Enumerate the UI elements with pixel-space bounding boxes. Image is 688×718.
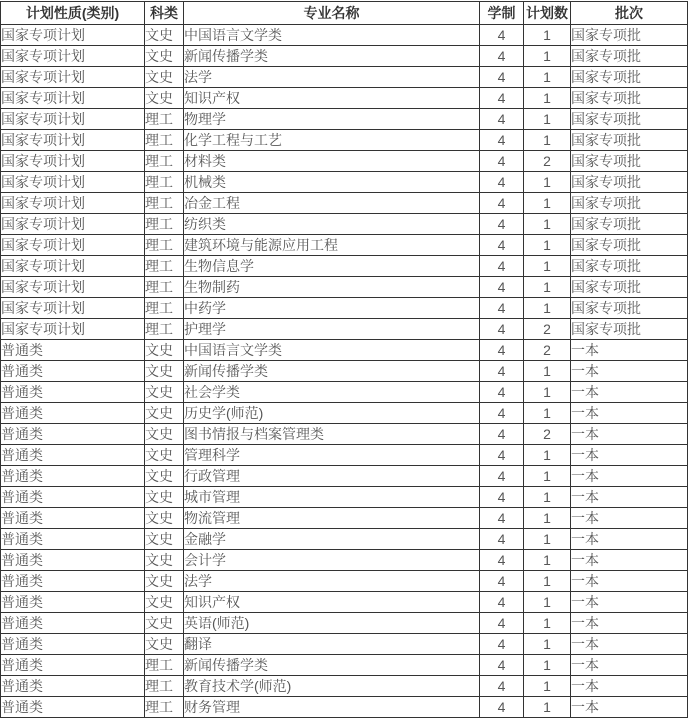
table-row <box>1 256 688 277</box>
cell-plan-type: 普通类 <box>1 361 145 382</box>
cell-plan-type: 普通类 <box>1 340 145 361</box>
cell-subject: 文史 <box>145 382 184 403</box>
cell-batch: 一本 <box>571 655 688 676</box>
cell-years: 4 <box>480 340 524 361</box>
cell-batch: 国家专项批 <box>571 193 688 214</box>
cell-count: 1 <box>524 445 571 466</box>
cell-years: 4 <box>480 88 524 109</box>
cell-years: 4 <box>480 214 524 235</box>
cell-years: 4 <box>480 445 524 466</box>
table-row <box>1 235 688 256</box>
cell-plan-type: 国家专项计划 <box>1 88 145 109</box>
cell-plan-type: 国家专项计划 <box>1 46 145 67</box>
table-row <box>1 445 688 466</box>
cell-subject: 文史 <box>145 529 184 550</box>
cell-batch: 国家专项批 <box>571 46 688 67</box>
cell-years: 4 <box>480 487 524 508</box>
cell-batch: 一本 <box>571 529 688 550</box>
table-row <box>1 550 688 571</box>
table-row <box>1 508 688 529</box>
cell-plan-type: 普通类 <box>1 655 145 676</box>
cell-batch: 一本 <box>571 592 688 613</box>
cell-major: 纺织类 <box>184 214 480 235</box>
cell-batch: 国家专项批 <box>571 151 688 172</box>
table-row <box>1 592 688 613</box>
cell-years: 4 <box>480 634 524 655</box>
table-row <box>1 298 688 319</box>
cell-count: 1 <box>524 130 571 151</box>
cell-plan-type: 普通类 <box>1 697 145 718</box>
cell-subject: 理工 <box>145 676 184 697</box>
cell-count: 1 <box>524 571 571 592</box>
cell-major: 化学工程与工艺 <box>184 130 480 151</box>
cell-subject: 文史 <box>145 508 184 529</box>
table-row <box>1 634 688 655</box>
table-row <box>1 193 688 214</box>
cell-count: 1 <box>524 88 571 109</box>
cell-subject: 理工 <box>145 697 184 718</box>
cell-plan-type: 普通类 <box>1 571 145 592</box>
cell-batch: 国家专项批 <box>571 67 688 88</box>
cell-years: 4 <box>480 67 524 88</box>
cell-years: 4 <box>480 676 524 697</box>
cell-subject: 理工 <box>145 235 184 256</box>
cell-plan-type: 普通类 <box>1 424 145 445</box>
cell-subject: 文史 <box>145 340 184 361</box>
cell-count: 1 <box>524 592 571 613</box>
cell-count: 2 <box>524 424 571 445</box>
cell-subject: 文史 <box>145 571 184 592</box>
cell-major: 建筑环境与能源应用工程 <box>184 235 480 256</box>
table-row <box>1 214 688 235</box>
cell-plan-type: 普通类 <box>1 382 145 403</box>
cell-plan-type: 国家专项计划 <box>1 319 145 340</box>
cell-years: 4 <box>480 298 524 319</box>
cell-batch: 一本 <box>571 676 688 697</box>
cell-major: 英语(师范) <box>184 613 480 634</box>
cell-major: 生物信息学 <box>184 256 480 277</box>
cell-major: 物理学 <box>184 109 480 130</box>
cell-count: 2 <box>524 151 571 172</box>
cell-batch: 一本 <box>571 487 688 508</box>
cell-count: 2 <box>524 340 571 361</box>
cell-batch: 国家专项批 <box>571 256 688 277</box>
cell-count: 1 <box>524 655 571 676</box>
cell-major: 翻译 <box>184 634 480 655</box>
cell-major: 中国语言文学类 <box>184 340 480 361</box>
cell-count: 1 <box>524 193 571 214</box>
cell-years: 4 <box>480 151 524 172</box>
cell-years: 4 <box>480 424 524 445</box>
cell-batch: 一本 <box>571 361 688 382</box>
cell-count: 1 <box>524 403 571 424</box>
cell-major: 中国语言文学类 <box>184 25 480 46</box>
cell-batch: 国家专项批 <box>571 214 688 235</box>
cell-plan-type: 国家专项计划 <box>1 277 145 298</box>
cell-major: 法学 <box>184 571 480 592</box>
cell-major: 护理学 <box>184 319 480 340</box>
cell-plan-type: 普通类 <box>1 508 145 529</box>
cell-years: 4 <box>480 382 524 403</box>
cell-years: 4 <box>480 655 524 676</box>
cell-batch: 国家专项批 <box>571 298 688 319</box>
table-row <box>1 172 688 193</box>
cell-count: 1 <box>524 382 571 403</box>
table-body <box>1 25 688 718</box>
table-row <box>1 529 688 550</box>
table-row <box>1 424 688 445</box>
cell-batch: 国家专项批 <box>571 88 688 109</box>
cell-count: 1 <box>524 508 571 529</box>
cell-years: 4 <box>480 571 524 592</box>
cell-subject: 理工 <box>145 214 184 235</box>
cell-years: 4 <box>480 256 524 277</box>
table-row <box>1 88 688 109</box>
cell-count: 1 <box>524 613 571 634</box>
cell-major: 行政管理 <box>184 466 480 487</box>
cell-plan-type: 国家专项计划 <box>1 151 145 172</box>
cell-major: 知识产权 <box>184 88 480 109</box>
cell-years: 4 <box>480 235 524 256</box>
cell-count: 1 <box>524 25 571 46</box>
cell-count: 1 <box>524 46 571 67</box>
cell-major: 历史学(师范) <box>184 403 480 424</box>
cell-major: 法学 <box>184 67 480 88</box>
cell-plan-type: 国家专项计划 <box>1 172 145 193</box>
cell-subject: 文史 <box>145 550 184 571</box>
cell-batch: 国家专项批 <box>571 277 688 298</box>
cell-major: 中药学 <box>184 298 480 319</box>
table-row <box>1 571 688 592</box>
cell-batch: 国家专项批 <box>571 235 688 256</box>
cell-major: 知识产权 <box>184 592 480 613</box>
cell-years: 4 <box>480 592 524 613</box>
cell-subject: 理工 <box>145 172 184 193</box>
cell-subject: 理工 <box>145 298 184 319</box>
table-row <box>1 361 688 382</box>
cell-subject: 理工 <box>145 277 184 298</box>
cell-count: 1 <box>524 67 571 88</box>
header-plan-type: 计划性质(类别) <box>1 2 145 25</box>
cell-years: 4 <box>480 466 524 487</box>
cell-plan-type: 普通类 <box>1 634 145 655</box>
header-subject: 科类 <box>145 2 184 25</box>
cell-count: 1 <box>524 676 571 697</box>
cell-subject: 文史 <box>145 466 184 487</box>
table-row <box>1 340 688 361</box>
cell-plan-type: 普通类 <box>1 550 145 571</box>
cell-years: 4 <box>480 529 524 550</box>
cell-major: 物流管理 <box>184 508 480 529</box>
cell-count: 2 <box>524 319 571 340</box>
cell-plan-type: 国家专项计划 <box>1 235 145 256</box>
cell-major: 冶金工程 <box>184 193 480 214</box>
cell-subject: 文史 <box>145 361 184 382</box>
table-row <box>1 46 688 67</box>
cell-subject: 理工 <box>145 655 184 676</box>
cell-major: 机械类 <box>184 172 480 193</box>
table-row <box>1 109 688 130</box>
cell-plan-type: 国家专项计划 <box>1 25 145 46</box>
cell-count: 1 <box>524 487 571 508</box>
cell-major: 材料类 <box>184 151 480 172</box>
cell-plan-type: 普通类 <box>1 676 145 697</box>
cell-count: 1 <box>524 634 571 655</box>
cell-batch: 一本 <box>571 403 688 424</box>
cell-years: 4 <box>480 550 524 571</box>
cell-subject: 文史 <box>145 613 184 634</box>
cell-plan-type: 国家专项计划 <box>1 67 145 88</box>
cell-count: 1 <box>524 109 571 130</box>
cell-years: 4 <box>480 46 524 67</box>
cell-subject: 理工 <box>145 109 184 130</box>
table-row <box>1 697 688 718</box>
table-row <box>1 25 688 46</box>
table-row <box>1 403 688 424</box>
cell-plan-type: 国家专项计划 <box>1 298 145 319</box>
cell-plan-type: 普通类 <box>1 403 145 424</box>
cell-subject: 理工 <box>145 256 184 277</box>
cell-batch: 一本 <box>571 445 688 466</box>
table-row <box>1 67 688 88</box>
cell-count: 1 <box>524 466 571 487</box>
cell-plan-type: 普通类 <box>1 487 145 508</box>
cell-major: 图书情报与档案管理类 <box>184 424 480 445</box>
admission-plan-table <box>0 1 688 718</box>
cell-major: 新闻传播学类 <box>184 46 480 67</box>
cell-years: 4 <box>480 508 524 529</box>
cell-plan-type: 普通类 <box>1 592 145 613</box>
cell-count: 1 <box>524 214 571 235</box>
cell-batch: 国家专项批 <box>571 319 688 340</box>
header-years: 学制 <box>480 2 524 25</box>
table-row <box>1 613 688 634</box>
cell-plan-type: 国家专项计划 <box>1 109 145 130</box>
cell-plan-type: 普通类 <box>1 466 145 487</box>
cell-years: 4 <box>480 109 524 130</box>
cell-major: 社会学类 <box>184 382 480 403</box>
cell-count: 1 <box>524 256 571 277</box>
cell-count: 1 <box>524 697 571 718</box>
cell-batch: 一本 <box>571 571 688 592</box>
cell-batch: 一本 <box>571 550 688 571</box>
cell-years: 4 <box>480 403 524 424</box>
cell-batch: 国家专项批 <box>571 109 688 130</box>
cell-subject: 文史 <box>145 46 184 67</box>
cell-batch: 一本 <box>571 466 688 487</box>
cell-years: 4 <box>480 697 524 718</box>
cell-major: 金融学 <box>184 529 480 550</box>
cell-years: 4 <box>480 319 524 340</box>
cell-subject: 文史 <box>145 403 184 424</box>
cell-major: 生物制药 <box>184 277 480 298</box>
cell-subject: 文史 <box>145 88 184 109</box>
table-row <box>1 382 688 403</box>
cell-subject: 理工 <box>145 151 184 172</box>
cell-subject: 理工 <box>145 193 184 214</box>
cell-years: 4 <box>480 25 524 46</box>
cell-batch: 一本 <box>571 424 688 445</box>
cell-subject: 文史 <box>145 487 184 508</box>
cell-major: 会计学 <box>184 550 480 571</box>
table-row <box>1 466 688 487</box>
table-row <box>1 319 688 340</box>
cell-batch: 国家专项批 <box>571 172 688 193</box>
cell-plan-type: 普通类 <box>1 529 145 550</box>
header-batch: 批次 <box>571 2 688 25</box>
cell-major: 财务管理 <box>184 697 480 718</box>
cell-major: 新闻传播学类 <box>184 655 480 676</box>
cell-batch: 国家专项批 <box>571 25 688 46</box>
table-row <box>1 130 688 151</box>
cell-major: 城市管理 <box>184 487 480 508</box>
cell-subject: 文史 <box>145 424 184 445</box>
cell-batch: 一本 <box>571 634 688 655</box>
cell-batch: 一本 <box>571 340 688 361</box>
cell-major: 新闻传播学类 <box>184 361 480 382</box>
cell-count: 1 <box>524 361 571 382</box>
cell-years: 4 <box>480 361 524 382</box>
cell-plan-type: 国家专项计划 <box>1 130 145 151</box>
cell-count: 1 <box>524 235 571 256</box>
cell-years: 4 <box>480 193 524 214</box>
cell-subject: 文史 <box>145 67 184 88</box>
cell-batch: 一本 <box>571 697 688 718</box>
cell-subject: 文史 <box>145 25 184 46</box>
cell-subject: 理工 <box>145 319 184 340</box>
cell-count: 1 <box>524 529 571 550</box>
cell-count: 1 <box>524 550 571 571</box>
cell-subject: 文史 <box>145 445 184 466</box>
header-major: 专业名称 <box>184 2 480 25</box>
table-header <box>1 2 688 25</box>
cell-years: 4 <box>480 613 524 634</box>
cell-count: 1 <box>524 172 571 193</box>
cell-major: 教育技术学(师范) <box>184 676 480 697</box>
cell-subject: 理工 <box>145 130 184 151</box>
header-row <box>1 2 688 25</box>
table-row <box>1 151 688 172</box>
cell-years: 4 <box>480 130 524 151</box>
cell-plan-type: 国家专项计划 <box>1 193 145 214</box>
table-row <box>1 277 688 298</box>
table-row <box>1 676 688 697</box>
cell-subject: 文史 <box>145 634 184 655</box>
cell-batch: 一本 <box>571 382 688 403</box>
cell-batch: 一本 <box>571 508 688 529</box>
cell-years: 4 <box>480 277 524 298</box>
header-count: 计划数 <box>524 2 571 25</box>
cell-subject: 文史 <box>145 592 184 613</box>
cell-plan-type: 普通类 <box>1 445 145 466</box>
cell-count: 1 <box>524 298 571 319</box>
cell-years: 4 <box>480 172 524 193</box>
cell-batch: 一本 <box>571 613 688 634</box>
cell-plan-type: 普通类 <box>1 613 145 634</box>
table-row <box>1 655 688 676</box>
cell-major: 管理科学 <box>184 445 480 466</box>
cell-plan-type: 国家专项计划 <box>1 214 145 235</box>
cell-plan-type: 国家专项计划 <box>1 256 145 277</box>
cell-count: 1 <box>524 277 571 298</box>
cell-batch: 国家专项批 <box>571 130 688 151</box>
table-row <box>1 487 688 508</box>
